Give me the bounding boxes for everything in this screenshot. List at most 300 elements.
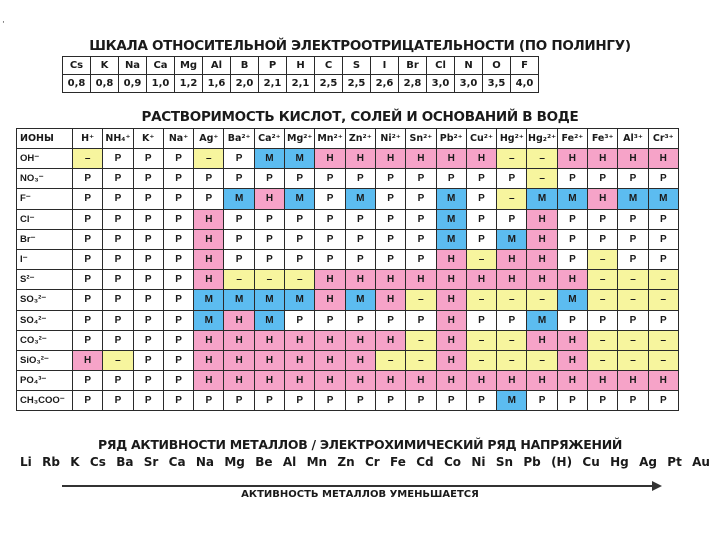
solubility-cell: P <box>103 371 133 391</box>
solubility-cell: – <box>406 330 436 350</box>
metal-symbol: Fe <box>390 455 406 469</box>
solubility-cell: P <box>103 391 133 411</box>
cation-header: Cr³⁺ <box>648 129 678 149</box>
cation-header: Mg²⁺ <box>285 129 315 149</box>
solubility-cell: – <box>466 290 496 310</box>
solubility-cell: P <box>466 310 496 330</box>
cation-header: Fe²⁺ <box>557 129 587 149</box>
solubility-cell: H <box>254 189 284 209</box>
metal-symbol: Pb <box>523 455 541 469</box>
solubility-cell: P <box>254 229 284 249</box>
solubility-cell: P <box>466 189 496 209</box>
electronegativity-value: 2,1 <box>259 75 287 93</box>
solubility-cell: H <box>224 350 254 370</box>
activity-series-title: РЯД АКТИВНОСТИ МЕТАЛЛОВ / ЭЛЕКТРОХИМИЧЕСКИЙ РЯД НАПРЯЖЕНИЙ <box>97 437 623 452</box>
solubility-cell: – <box>194 149 224 169</box>
solubility-cell: P <box>315 229 345 249</box>
element-symbol: B <box>231 57 259 75</box>
metal-symbol: Sr <box>143 455 159 469</box>
solubility-table <box>16 128 679 411</box>
solubility-cell: H <box>345 371 375 391</box>
solubility-cell: – <box>648 350 678 370</box>
solubility-cell: P <box>133 169 163 189</box>
solubility-cell: M <box>527 189 557 209</box>
solubility-cell: P <box>285 229 315 249</box>
solubility-cell: H <box>648 371 678 391</box>
solubility-cell: P <box>406 189 436 209</box>
electronegativity-value: 2,6 <box>371 75 399 93</box>
metal-symbol: Li <box>20 455 32 469</box>
solubility-cell: H <box>557 270 587 290</box>
solubility-cell: – <box>527 290 557 310</box>
solubility-cell: P <box>133 229 163 249</box>
solubility-cell: P <box>285 249 315 269</box>
element-symbol: Ca <box>147 57 175 75</box>
solubility-cell: – <box>618 290 648 310</box>
solubility-cell: P <box>345 249 375 269</box>
electronegativity-value: 2,0 <box>231 75 259 93</box>
solubility-cell: H <box>73 350 103 370</box>
solubility-cell: – <box>648 270 678 290</box>
solubility-cell: P <box>194 391 224 411</box>
cation-header: Pb²⁺ <box>436 129 466 149</box>
solubility-cell: P <box>315 391 345 411</box>
solubility-cell: H <box>345 270 375 290</box>
solubility-cell: H <box>648 149 678 169</box>
solubility-cell: – <box>588 290 618 310</box>
solubility-cell: – <box>648 330 678 350</box>
solubility-cell: P <box>618 209 648 229</box>
solubility-cell: P <box>406 169 436 189</box>
solubility-row <box>17 350 679 370</box>
cation-header: Al³⁺ <box>618 129 648 149</box>
solubility-cell: H <box>436 371 466 391</box>
solubility-row <box>17 209 679 229</box>
solubility-cell: P <box>163 371 193 391</box>
solubility-cell: P <box>315 189 345 209</box>
solubility-cell: – <box>375 350 405 370</box>
solubility-cell: P <box>436 169 466 189</box>
solubility-cell: P <box>588 391 618 411</box>
solubility-cell: P <box>73 310 103 330</box>
solubility-cell: P <box>497 169 527 189</box>
solubility-cell: P <box>557 169 587 189</box>
solubility-cell: P <box>557 209 587 229</box>
solubility-cell: – <box>224 270 254 290</box>
solubility-cell: P <box>224 149 254 169</box>
solubility-cell: P <box>103 209 133 229</box>
solubility-row <box>17 249 679 269</box>
solubility-cell: H <box>254 330 284 350</box>
solubility-cell: P <box>133 350 163 370</box>
solubility-cell: H <box>285 371 315 391</box>
electronegativity-value: 1,0 <box>147 75 175 93</box>
solubility-cell: H <box>436 270 466 290</box>
metal-symbol: Pt <box>667 455 682 469</box>
solubility-cell: P <box>73 229 103 249</box>
solubility-cell: P <box>73 249 103 269</box>
cation-header: Cu²⁺ <box>466 129 496 149</box>
solubility-row <box>17 310 679 330</box>
element-symbol: K <box>91 57 119 75</box>
solubility-cell: H <box>315 350 345 370</box>
solubility-cell: P <box>375 229 405 249</box>
solubility-cell: P <box>345 169 375 189</box>
electronegativity-value: 3,0 <box>455 75 483 93</box>
solubility-cell: M <box>527 310 557 330</box>
anion-label: CH₃COO⁻ <box>17 391 73 411</box>
solubility-cell: P <box>254 249 284 269</box>
solubility-cell: P <box>618 229 648 249</box>
anion-label: NO₃⁻ <box>17 169 73 189</box>
solubility-cell: – <box>588 270 618 290</box>
solubility-cell: P <box>254 209 284 229</box>
solubility-cell: M <box>254 290 284 310</box>
solubility-cell: P <box>588 209 618 229</box>
activity-series-row <box>20 455 710 469</box>
solubility-cell: H <box>466 149 496 169</box>
solubility-cell: P <box>163 209 193 229</box>
element-symbol: C <box>315 57 343 75</box>
solubility-cell: H <box>194 350 224 370</box>
solubility-cell: P <box>73 371 103 391</box>
solubility-cell: P <box>648 391 678 411</box>
solubility-cell: P <box>133 310 163 330</box>
solubility-cell: – <box>618 330 648 350</box>
solubility-cell: M <box>497 229 527 249</box>
solubility-cell: H <box>497 270 527 290</box>
solubility-cell: P <box>375 169 405 189</box>
cation-header: Zn²⁺ <box>345 129 375 149</box>
solubility-cell: P <box>133 249 163 269</box>
solubility-row <box>17 290 679 310</box>
solubility-cell: H <box>345 350 375 370</box>
solubility-cell: P <box>557 310 587 330</box>
metal-symbol: Al <box>282 455 297 469</box>
cation-header: Na⁺ <box>163 129 193 149</box>
solubility-cell: P <box>345 310 375 330</box>
solubility-cell: P <box>133 209 163 229</box>
solubility-cell: M <box>285 149 315 169</box>
solubility-cell: P <box>224 229 254 249</box>
solubility-cell: M <box>618 189 648 209</box>
solubility-cell: H <box>194 249 224 269</box>
solubility-cell: – <box>466 249 496 269</box>
solubility-cell: H <box>406 270 436 290</box>
solubility-cell: H <box>588 149 618 169</box>
solubility-cell: P <box>103 330 133 350</box>
electronegativity-value: 1,6 <box>203 75 231 93</box>
solubility-cell: P <box>466 209 496 229</box>
solubility-cell: – <box>497 189 527 209</box>
solubility-cell: – <box>466 330 496 350</box>
solubility-cell: – <box>588 330 618 350</box>
solubility-cell: P <box>163 249 193 269</box>
solubility-cell: H <box>406 371 436 391</box>
electronegativity-value: 2,8 <box>399 75 427 93</box>
solubility-cell: P <box>406 249 436 269</box>
arrow-caption: АКТИВНОСТЬ МЕТАЛЛОВ УМЕНЬШАЕТСЯ <box>241 489 479 500</box>
element-symbol: Br <box>399 57 427 75</box>
solubility-cell: H <box>557 371 587 391</box>
metal-symbol: Ba <box>116 455 134 469</box>
metal-symbol: (H) <box>551 455 573 469</box>
solubility-cell: P <box>345 391 375 411</box>
solubility-cell: P <box>103 310 133 330</box>
metal-symbol: Rb <box>42 455 60 469</box>
solubility-cell: P <box>254 169 284 189</box>
solubility-cell: P <box>73 189 103 209</box>
solubility-cell: H <box>285 350 315 370</box>
solubility-cell: P <box>588 169 618 189</box>
solubility-cell: H <box>254 371 284 391</box>
ions-header-label: ИОНЫ <box>17 129 73 149</box>
solubility-cell: P <box>527 391 557 411</box>
solubility-cell: P <box>224 249 254 269</box>
solubility-cell: H <box>345 330 375 350</box>
element-symbol: O <box>483 57 511 75</box>
anion-label: SO₃²⁻ <box>17 290 73 310</box>
metal-symbol: Sn <box>495 455 514 469</box>
solubility-cell: H <box>375 330 405 350</box>
solubility-cell: P <box>254 391 284 411</box>
element-symbol: Mg <box>175 57 203 75</box>
cation-header: Ca²⁺ <box>254 129 284 149</box>
cation-header: Ba²⁺ <box>224 129 254 149</box>
solubility-cell: P <box>285 310 315 330</box>
cation-header: Sn²⁺ <box>406 129 436 149</box>
solubility-cell: P <box>466 229 496 249</box>
solubility-cell: M <box>285 290 315 310</box>
solubility-cell: P <box>163 270 193 290</box>
solubility-cell: P <box>73 391 103 411</box>
solubility-cell: P <box>375 391 405 411</box>
solubility-cell: H <box>194 330 224 350</box>
solubility-cell: M <box>345 189 375 209</box>
solubility-cell: H <box>375 290 405 310</box>
solubility-cell: – <box>103 350 133 370</box>
solubility-cell: P <box>73 330 103 350</box>
cation-header: Hg₂²⁺ <box>527 129 557 149</box>
cation-header: NH₄⁺ <box>103 129 133 149</box>
solubility-cell: P <box>73 209 103 229</box>
solubility-cell: H <box>527 229 557 249</box>
metal-symbol: Au <box>692 455 710 469</box>
solubility-cell: H <box>315 330 345 350</box>
metal-symbol: Na <box>195 455 215 469</box>
solubility-cell: P <box>497 310 527 330</box>
element-symbol: N <box>455 57 483 75</box>
solubility-cell: – <box>527 169 557 189</box>
metal-symbol: Ni <box>471 455 486 469</box>
anion-label: Cl⁻ <box>17 209 73 229</box>
solubility-cell: P <box>163 290 193 310</box>
metal-symbol: K <box>70 455 80 469</box>
solubility-cell: M <box>557 189 587 209</box>
solubility-cell: – <box>618 350 648 370</box>
solubility-cell: – <box>73 149 103 169</box>
electronegativity-table <box>62 56 539 93</box>
solubility-cell: H <box>315 270 345 290</box>
solubility-cell: H <box>527 270 557 290</box>
solubility-cell: P <box>133 270 163 290</box>
solubility-cell: P <box>315 209 345 229</box>
solubility-title: РАСТВОРИМОСТЬ КИСЛОТ, СОЛЕЙ И ОСНОВАНИЙ В ВОДЕ <box>141 109 579 125</box>
element-symbol: F <box>511 57 539 75</box>
solubility-cell: H <box>527 371 557 391</box>
solubility-cell: M <box>224 189 254 209</box>
solubility-cell: M <box>345 290 375 310</box>
solubility-cell: P <box>103 189 133 209</box>
solubility-cell: P <box>194 189 224 209</box>
corner-mark: · <box>2 18 5 28</box>
solubility-cell: P <box>163 391 193 411</box>
solubility-cell: P <box>194 169 224 189</box>
solubility-cell: P <box>436 391 466 411</box>
solubility-cell: P <box>103 249 133 269</box>
solubility-cell: P <box>224 391 254 411</box>
element-symbol: Al <box>203 57 231 75</box>
solubility-cell: M <box>436 209 466 229</box>
element-symbol: Na <box>119 57 147 75</box>
solubility-cell: M <box>497 391 527 411</box>
solubility-cell: H <box>436 330 466 350</box>
solubility-cell: P <box>163 149 193 169</box>
solubility-cell: P <box>375 249 405 269</box>
cation-header: H⁺ <box>73 129 103 149</box>
solubility-cell: M <box>648 189 678 209</box>
solubility-cell: P <box>648 249 678 269</box>
solubility-cell: P <box>103 229 133 249</box>
solubility-cell: H <box>224 330 254 350</box>
solubility-cell: P <box>406 310 436 330</box>
solubility-cell: H <box>466 371 496 391</box>
solubility-cell: P <box>466 391 496 411</box>
solubility-cell: H <box>315 290 345 310</box>
solubility-cell: P <box>103 149 133 169</box>
solubility-cell: P <box>133 189 163 209</box>
electronegativity-value: 2,5 <box>315 75 343 93</box>
solubility-cell: P <box>133 149 163 169</box>
solubility-cell: P <box>315 169 345 189</box>
solubility-cell: P <box>345 209 375 229</box>
electronegativity-value: 3,0 <box>427 75 455 93</box>
solubility-cell: P <box>375 189 405 209</box>
solubility-cell: P <box>497 209 527 229</box>
solubility-cell: P <box>73 290 103 310</box>
solubility-cell: – <box>497 290 527 310</box>
solubility-cell: H <box>254 350 284 370</box>
solubility-cell: P <box>103 290 133 310</box>
cation-header: K⁺ <box>133 129 163 149</box>
solubility-row <box>17 330 679 350</box>
solubility-cell: H <box>194 229 224 249</box>
cation-header: Ni²⁺ <box>375 129 405 149</box>
solubility-cell: H <box>285 330 315 350</box>
solubility-cell: P <box>648 209 678 229</box>
metal-symbol: Ag <box>639 455 657 469</box>
solubility-cell: P <box>73 169 103 189</box>
solubility-cell: P <box>618 310 648 330</box>
solubility-cell: M <box>436 189 466 209</box>
solubility-cell: P <box>133 371 163 391</box>
metal-symbol: Mn <box>306 455 328 469</box>
solubility-cell: H <box>436 310 466 330</box>
solubility-cell: P <box>163 189 193 209</box>
solubility-cell: P <box>588 310 618 330</box>
solubility-cell: P <box>163 310 193 330</box>
electronegativity-value: 4,0 <box>511 75 539 93</box>
solubility-cell: – <box>588 350 618 370</box>
cation-header: Mn²⁺ <box>315 129 345 149</box>
solubility-cell: P <box>588 229 618 249</box>
solubility-cell: – <box>648 290 678 310</box>
solubility-cell: H <box>315 149 345 169</box>
solubility-cell: H <box>406 149 436 169</box>
solubility-cell: P <box>133 330 163 350</box>
solubility-cell: P <box>133 391 163 411</box>
solubility-cell: P <box>285 391 315 411</box>
element-symbol: I <box>371 57 399 75</box>
cation-header: Fe³⁺ <box>588 129 618 149</box>
solubility-cell: H <box>194 371 224 391</box>
anion-label: S²⁻ <box>17 270 73 290</box>
solubility-cell: – <box>588 249 618 269</box>
solubility-row <box>17 149 679 169</box>
solubility-cell: P <box>375 310 405 330</box>
solubility-cell: P <box>73 270 103 290</box>
electronegativity-value: 2,1 <box>287 75 315 93</box>
solubility-cell: H <box>194 270 224 290</box>
solubility-cell: P <box>285 169 315 189</box>
electronegativity-value: 0,9 <box>119 75 147 93</box>
solubility-row <box>17 169 679 189</box>
electronegativity-value: 1,2 <box>175 75 203 93</box>
electronegativity-value: 3,5 <box>483 75 511 93</box>
solubility-cell: P <box>618 169 648 189</box>
solubility-cell: – <box>406 290 436 310</box>
solubility-cell: H <box>618 149 648 169</box>
solubility-cell: M <box>557 290 587 310</box>
solubility-cell: M <box>254 310 284 330</box>
metal-symbol: Hg <box>610 455 629 469</box>
solubility-row <box>17 229 679 249</box>
anion-label: SiO₃²⁻ <box>17 350 73 370</box>
solubility-cell: M <box>194 310 224 330</box>
electronegativity-value: 2,5 <box>343 75 371 93</box>
cation-header: Ag⁺ <box>194 129 224 149</box>
solubility-cell: M <box>194 290 224 310</box>
solubility-cell: – <box>618 270 648 290</box>
anion-label: I⁻ <box>17 249 73 269</box>
solubility-cell: H <box>224 371 254 391</box>
solubility-cell: P <box>163 350 193 370</box>
anion-label: Br⁻ <box>17 229 73 249</box>
solubility-cell: P <box>163 169 193 189</box>
solubility-cell: P <box>618 391 648 411</box>
solubility-cell: – <box>285 270 315 290</box>
solubility-cell: H <box>618 371 648 391</box>
solubility-cell: H <box>436 149 466 169</box>
element-symbol: Cl <box>427 57 455 75</box>
solubility-cell: P <box>406 229 436 249</box>
solubility-cell: P <box>315 310 345 330</box>
solubility-cell: H <box>466 270 496 290</box>
solubility-cell: H <box>497 249 527 269</box>
solubility-cell: H <box>375 149 405 169</box>
anion-label: CO₃²⁻ <box>17 330 73 350</box>
solubility-cell: H <box>497 371 527 391</box>
